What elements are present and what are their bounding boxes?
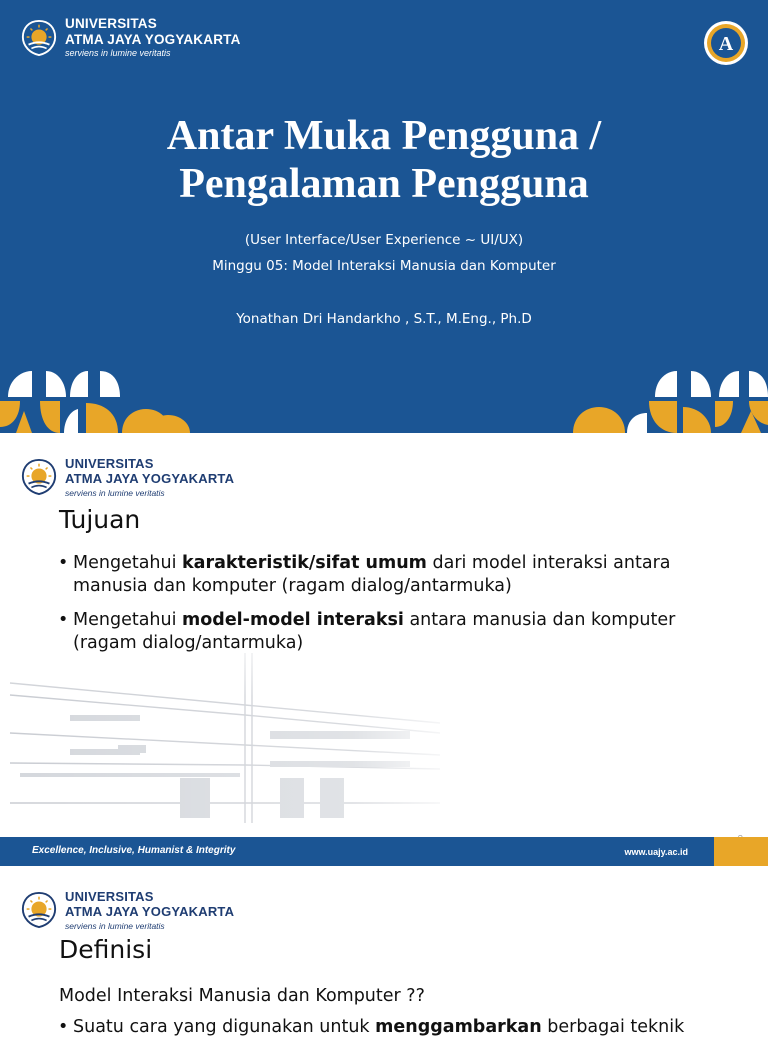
- bullet-text: Mengetahui: [73, 610, 183, 630]
- bullet-item: [58, 609, 708, 655]
- title-slide: [0, 0, 768, 433]
- subtitle-1: (User Interface/User Experience ~ UI/UX): [244, 232, 524, 248]
- title-line-2: Pengalaman Pengguna: [179, 161, 589, 207]
- bullet-item: [58, 1016, 708, 1039]
- logo-tagline: serviens in lumine veritatis: [65, 488, 165, 498]
- definition-question: Model Interaksi Manusia dan Komputer ??: [59, 986, 425, 1006]
- logo-line-1: UNIVERSITAS: [65, 456, 154, 471]
- university-logo: [20, 17, 241, 58]
- decorative-pattern-right: [573, 367, 768, 433]
- university-emblem-icon: [20, 458, 58, 496]
- logo-line-1: UNIVERSITAS: [65, 16, 157, 31]
- author: Yonathan Dri Handarkho , S.T., M.Eng., Ph.D: [236, 311, 532, 327]
- logo-line-2: ATMA JAYA YOGYAKARTA: [65, 904, 235, 919]
- university-logo: [20, 457, 234, 498]
- bullet-bold-text: model-model interaksi: [182, 610, 404, 630]
- slide-heading: Definisi: [59, 935, 153, 964]
- definition-slide: [0, 866, 768, 1037]
- footer-bar: [0, 837, 768, 866]
- bullet-text: Suatu cara yang digunakan untuk: [73, 1017, 376, 1037]
- objectives-slide: [0, 433, 768, 866]
- footer-url: www.uajy.ac.id: [624, 847, 688, 857]
- bullet-item: [58, 552, 708, 598]
- objectives-list: [58, 552, 708, 666]
- bullet-text: berbagai teknik: [541, 1017, 685, 1037]
- slide-title: [0, 112, 768, 208]
- university-logo: [20, 890, 234, 931]
- university-emblem-icon: [20, 891, 58, 929]
- bullet-bold-text: menggambarkan: [375, 1017, 542, 1037]
- definition-list: [58, 1016, 708, 1050]
- badge-letter: A: [718, 33, 734, 55]
- logo-line-2: ATMA JAYA YOGYAKARTA: [65, 471, 235, 486]
- faculty-badge-icon: [703, 20, 749, 66]
- slide-heading: Tujuan: [59, 505, 141, 534]
- subtitle-2: Minggu 05: Model Interaksi Manusia dan Komputer: [212, 258, 556, 274]
- decorative-pattern-left: [0, 367, 195, 433]
- university-emblem-icon: [20, 19, 58, 57]
- footer-accent-tab: [714, 837, 768, 866]
- logo-line-2: ATMA JAYA YOGYAKARTA: [65, 31, 241, 47]
- bullet-text: dari model interaksi antara manusia dan komputer (ragam dialog/antarmuka): [73, 553, 671, 596]
- logo-line-1: UNIVERSITAS: [65, 889, 154, 904]
- bullet-text: Mengetahui: [73, 553, 183, 573]
- logo-tagline: serviens in lumine veritatis: [65, 921, 165, 931]
- footer-motto: Excellence, Inclusive, Humanist & Integrity: [32, 845, 236, 856]
- logo-tagline: serviens in lumine veritatis: [65, 48, 171, 58]
- bullet-bold-text: karakteristik/sifat umum: [182, 553, 427, 573]
- title-line-1: Antar Muka Pengguna /: [166, 113, 602, 159]
- bullet-text: antara manusia dan komputer (ragam dialog/antarmuka): [73, 610, 676, 653]
